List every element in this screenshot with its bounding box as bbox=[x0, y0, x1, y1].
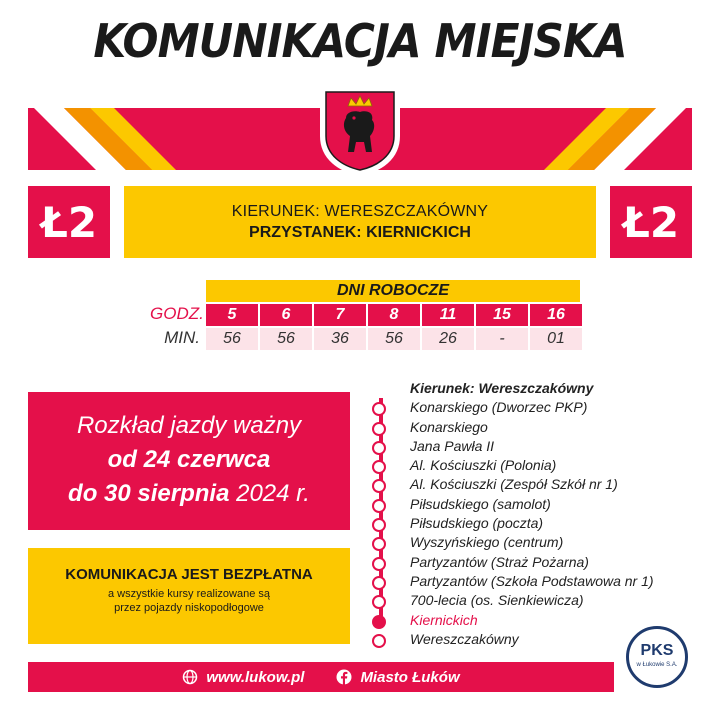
route-stop bbox=[372, 438, 702, 457]
timetable-header: DNI ROBOCZE bbox=[206, 280, 580, 302]
pks-logo-subtitle: w Łukowie S.A. bbox=[636, 662, 678, 668]
minute-cell: 36 bbox=[314, 328, 366, 350]
route-stop bbox=[372, 476, 702, 495]
stop-dot-icon bbox=[372, 460, 386, 474]
minute-cell: - bbox=[476, 328, 528, 350]
hour-cell: 6 bbox=[260, 304, 312, 326]
current-stop-dot-icon bbox=[372, 615, 386, 629]
stop-name: Kiernickich bbox=[410, 611, 478, 628]
route-heading: Kierunek: Wereszczakówny bbox=[410, 380, 594, 396]
validity-line-3 bbox=[28, 480, 350, 508]
route-stop bbox=[372, 534, 702, 553]
facebook-link[interactable]: Miasto Łuków bbox=[360, 668, 460, 686]
direction-box bbox=[124, 186, 596, 258]
free-transport-note-line-2: przez pojazdy niskopodłogowe bbox=[114, 602, 264, 614]
stop-name: Konarskiego bbox=[410, 418, 488, 435]
hour-cell: 16 bbox=[530, 304, 582, 326]
minute-cell: 01 bbox=[530, 328, 582, 350]
minute-cell: 56 bbox=[206, 328, 258, 350]
line-badge-left: Ł2 bbox=[28, 186, 110, 258]
stop-name: Konarskiego (Dworzec PKP) bbox=[410, 399, 588, 416]
minute-row-label: MIN. bbox=[164, 328, 200, 347]
stop-dot-icon bbox=[372, 634, 386, 648]
route-stop bbox=[372, 592, 702, 611]
footer-bar bbox=[28, 662, 614, 692]
hour-cell: 11 bbox=[422, 304, 474, 326]
free-transport-note-line-1: a wszystkie kursy realizowane są bbox=[107, 588, 270, 600]
stop-dot-icon bbox=[372, 479, 386, 493]
free-transport-note bbox=[28, 587, 350, 615]
website-link[interactable]: www.lukow.pl bbox=[206, 668, 305, 686]
validity-line-2: od 24 czerwca bbox=[107, 446, 271, 473]
hour-row-label: GODZ. bbox=[150, 304, 204, 323]
line-badge-right: Ł2 bbox=[610, 186, 692, 258]
free-transport-heading: KOMUNIKACJA JEST BEZPŁATNA bbox=[65, 566, 313, 583]
pks-logo bbox=[626, 626, 688, 688]
validity-year: 2024 r. bbox=[229, 480, 310, 507]
stop-name: Partyzantów (Szkoła Podstawowa nr 1) bbox=[410, 572, 654, 589]
route-stop bbox=[372, 573, 702, 592]
route-stop bbox=[372, 457, 702, 476]
hour-cell: 8 bbox=[368, 304, 420, 326]
route-stop bbox=[372, 419, 702, 438]
route-stop bbox=[372, 399, 702, 418]
minute-cell: 56 bbox=[260, 328, 312, 350]
stop-label: PRZYSTANEK: KIERNICKICH bbox=[249, 223, 471, 241]
stop-name: Piłsudskiego (samolot) bbox=[410, 495, 551, 512]
stop-name: Piłsudskiego (poczta) bbox=[410, 515, 544, 532]
page-title: KOMUNIKACJA MIEJSKA bbox=[93, 14, 627, 68]
validity-end-date: do 30 sierpnia bbox=[68, 480, 230, 507]
pks-logo-name: PKS bbox=[640, 642, 674, 659]
footer-facebook[interactable] bbox=[336, 669, 459, 686]
facebook-icon bbox=[336, 669, 352, 685]
minute-cell: 56 bbox=[368, 328, 420, 350]
stop-dot-icon bbox=[372, 557, 386, 571]
stop-dot-icon bbox=[372, 441, 386, 455]
stop-dot-icon bbox=[372, 499, 386, 513]
hour-cell: 7 bbox=[314, 304, 366, 326]
stop-dot-icon bbox=[372, 422, 386, 436]
stop-name: Jana Pawła II bbox=[410, 437, 495, 454]
route-stop bbox=[372, 496, 702, 515]
direction-label: KIERUNEK: WERESZCZAKÓWNY bbox=[231, 202, 489, 220]
stop-name: Wyszyńskiego (centrum) bbox=[410, 534, 564, 551]
city-crest-icon bbox=[318, 84, 402, 176]
route-stop bbox=[372, 554, 702, 573]
validity-box bbox=[28, 392, 350, 530]
stop-name: Al. Kościuszki (Polonia) bbox=[410, 457, 557, 474]
hour-cell: 15 bbox=[476, 304, 528, 326]
stop-name: Wereszczakówny bbox=[410, 630, 519, 647]
route-stop bbox=[372, 515, 702, 534]
stop-name: Partyzantów (Straż Pożarna) bbox=[410, 553, 589, 570]
stop-name: 700-lecia (os. Sienkiewicza) bbox=[410, 592, 584, 609]
stop-dot-icon bbox=[372, 537, 386, 551]
globe-icon bbox=[182, 669, 198, 685]
minute-cell: 26 bbox=[422, 328, 474, 350]
stop-dot-icon bbox=[372, 595, 386, 609]
footer-website[interactable] bbox=[182, 669, 304, 686]
stop-dot-icon bbox=[372, 402, 386, 416]
validity-line-1: Rozkład jazdy ważny bbox=[76, 412, 302, 439]
free-transport-box bbox=[28, 548, 350, 644]
hour-cell: 5 bbox=[206, 304, 258, 326]
stop-dot-icon bbox=[372, 576, 386, 590]
stop-dot-icon bbox=[372, 518, 386, 532]
route-stop-list bbox=[372, 380, 702, 650]
stop-name: Al. Kościuszki (Zespół Szkół nr 1) bbox=[410, 476, 618, 493]
